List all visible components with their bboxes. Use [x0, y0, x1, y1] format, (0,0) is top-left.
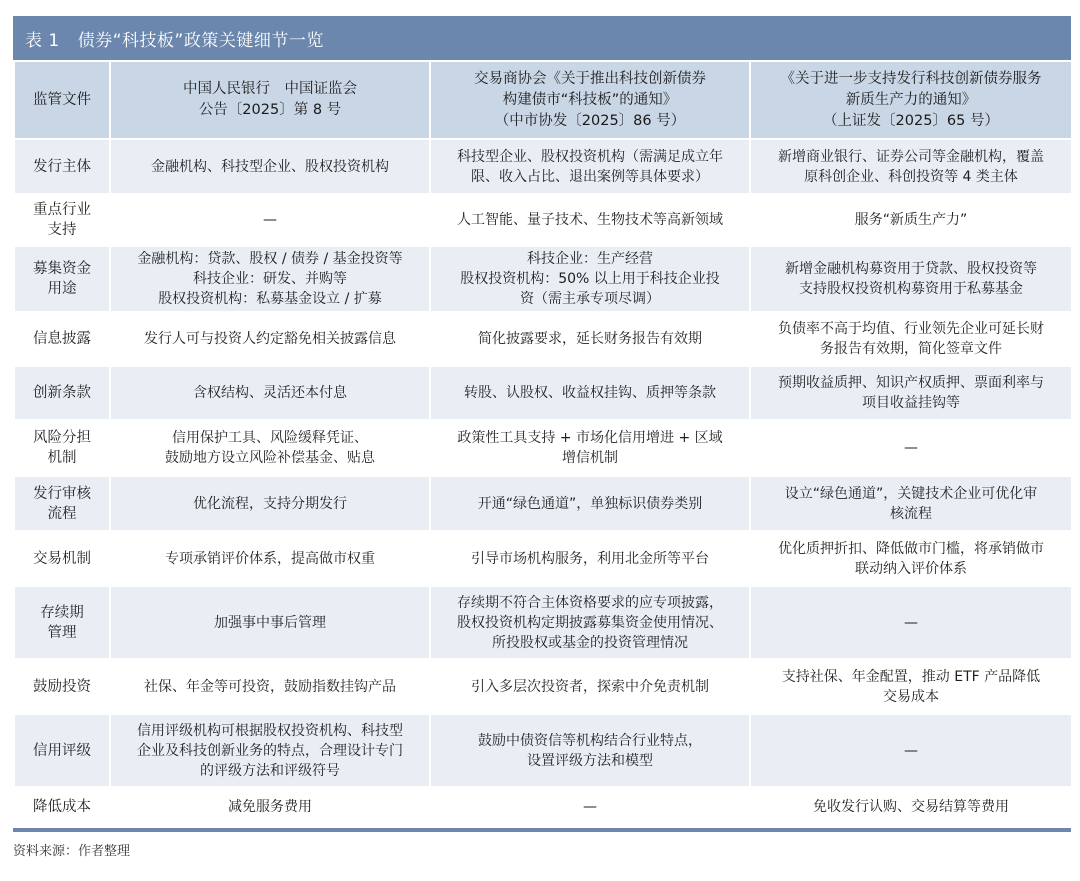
row-label	[14, 586, 110, 659]
table-cell-line: 限、收入占比、退出案例等具体要求）	[471, 168, 709, 185]
row-label-line: 风险分担	[33, 430, 91, 446]
row-label	[14, 194, 110, 246]
table-cell-line: 企业及科技创新业务的特点，合理设计专门	[137, 742, 403, 759]
column-header-0	[14, 61, 110, 139]
table-cell-c2	[430, 586, 750, 659]
column-header-1	[110, 61, 430, 139]
table-cell-c2	[430, 787, 750, 827]
table-cell-line: 人工智能、量子技术、生物技术等高新领域	[457, 212, 723, 228]
table-body	[14, 139, 1072, 827]
row-label-line: 募集资金	[33, 261, 91, 277]
table-row	[14, 246, 1072, 312]
policy-table	[13, 60, 1073, 828]
table-cell-c3	[750, 246, 1072, 312]
table-cell-line: 开通“绿色通道”，单独标识债券类别	[477, 495, 703, 512]
table-cell-c1	[110, 586, 430, 659]
table-cell-c3	[750, 531, 1072, 586]
table-cell-c1	[110, 531, 430, 586]
table-cell-c2	[430, 659, 750, 714]
table-cell-line: 政策性工具支持 + 市场化信用增进 + 区域	[457, 430, 723, 446]
table-cell-line: 科技企业：研发、并购等	[193, 271, 347, 287]
table-row	[14, 312, 1072, 366]
table-cell-c1	[110, 787, 430, 827]
row-label-line: 发行审核	[33, 485, 91, 502]
table-cell-c1	[110, 366, 430, 420]
table-cell-line: —	[904, 742, 918, 759]
table-cell-c2	[430, 714, 750, 787]
column-header-line: （上证发〔2025〕65 号）	[823, 112, 999, 129]
table-cell-line: 股权投资机构：50% 以上用于科技企业投	[460, 271, 720, 287]
column-header-line: 中国人民银行 中国证监会	[183, 81, 357, 97]
table-cell-line: 引导市场机构服务，利用北金所等平台	[471, 550, 709, 567]
row-label	[14, 139, 110, 194]
table-cell-line: 发行人可与投资人约定豁免相关披露信息	[144, 331, 396, 347]
table-cell-line: 资（需主承专项尽调）	[520, 291, 660, 307]
table-cell-line: 科技型企业、股权投资机构（需满足成立年	[457, 148, 723, 165]
table-row	[14, 420, 1072, 476]
row-label-line: 机制	[47, 450, 77, 466]
row-label-line: 发行主体	[33, 158, 91, 175]
table-cell-c2	[430, 531, 750, 586]
table-cell-line: 原科创企业、科创投资等 4 类主体	[804, 168, 1018, 185]
table-cell-line: 简化披露要求，延长财务报告有效期	[478, 331, 702, 347]
table-cell-c3	[750, 194, 1072, 246]
table-cell-line: 的评级方法和评级符号	[200, 762, 340, 779]
table-cell-c2	[430, 312, 750, 366]
table-cell-line: 联动纳入评价体系	[855, 560, 967, 577]
table-cell-line: 设置评级方法和模型	[527, 752, 653, 769]
table-cell-line: —	[904, 440, 918, 456]
row-label-line: 鼓励投资	[33, 678, 91, 695]
row-label-line: 管理	[47, 624, 77, 641]
table-cell-line: 含权结构、灵活还本付息	[193, 385, 347, 401]
table-cell-c2	[430, 246, 750, 312]
table-cell-line: 设立“绿色通道”，关键技术企业可优化审	[784, 485, 1038, 502]
table-row	[14, 476, 1072, 531]
table-row	[14, 139, 1072, 194]
row-label	[14, 246, 110, 312]
table-cell-line: 务报告有效期，简化签章文件	[820, 341, 1002, 357]
table-cell-line: 交易成本	[883, 688, 939, 705]
table-cell-line: 免收发行认购、交易结算等费用	[813, 799, 1009, 815]
row-label	[14, 531, 110, 586]
table-row	[14, 531, 1072, 586]
table-cell-line: 核流程	[890, 505, 932, 522]
row-label-line: 降低成本	[33, 799, 91, 815]
column-header-line: 公告〔2025〕第 8 号	[198, 102, 342, 118]
row-label-line: 信用评级	[33, 742, 91, 759]
column-header-line: 《关于进一步支持发行科技创新债券服务	[780, 70, 1042, 87]
table-cell-c3	[750, 586, 1072, 659]
table-cell-line: 新增金融机构募资用于贷款、股权投资等	[785, 261, 1037, 277]
table-cell-line: 所投股权或基金的投资管理情况	[492, 634, 688, 651]
table-cell-line: 信用保护工具、风险缓释凭证、	[172, 430, 368, 446]
row-label-line: 创新条款	[33, 385, 91, 401]
column-header-line: 监管文件	[33, 91, 91, 108]
table-cell-line: 负债率不高于均值、行业领先企业可延长财	[778, 321, 1044, 337]
table-cell-c1	[110, 194, 430, 246]
row-label	[14, 659, 110, 714]
table-cell-line: 金融机构：贷款、股权 / 债券 / 基金投资等	[137, 251, 403, 267]
table-cell-c1	[110, 420, 430, 476]
policy-table-figure	[13, 16, 1071, 859]
row-label	[14, 787, 110, 827]
table-cell-line: 鼓励中债资信等机构结合行业特点，	[478, 732, 702, 749]
table-cell-c3	[750, 312, 1072, 366]
row-label-line: 存续期	[40, 604, 84, 621]
table-cell-line: 优化流程，支持分期发行	[193, 495, 347, 512]
table-cell-c1	[110, 659, 430, 714]
table-cell-c3	[750, 476, 1072, 531]
row-label-line: 交易机制	[33, 550, 91, 567]
row-label	[14, 714, 110, 787]
column-header-line: 交易商协会《关于推出科技创新债券	[474, 70, 706, 87]
table-row	[14, 366, 1072, 420]
table-cell-line: —	[904, 614, 918, 631]
table-cell-c1	[110, 312, 430, 366]
table-cell-line: 服务“新质生产力”	[854, 212, 968, 228]
table-row	[14, 194, 1072, 246]
table-cell-line: 新增商业银行、证券公司等金融机构，覆盖	[778, 148, 1044, 165]
table-cell-c3	[750, 420, 1072, 476]
table-cell-line: 支持社保、年金配置，推动 ETF 产品降低	[781, 668, 1041, 685]
table-cell-line: 股权投资机构：私募基金设立 / 扩募	[158, 291, 382, 307]
table-cell-line: 转股、认股权、收益权挂钩、质押等条款	[464, 385, 716, 401]
column-header-2	[430, 61, 750, 139]
table-cell-line: 预期收益质押、知识产权质押、票面利率与	[778, 375, 1044, 391]
row-label	[14, 476, 110, 531]
table-number: 表 1	[25, 30, 60, 51]
table-cell-line: 项目收益挂钩等	[862, 395, 960, 411]
table-cell-c2	[430, 476, 750, 531]
table-row	[14, 787, 1072, 827]
table-cell-c1	[110, 139, 430, 194]
table-cell-line: 信用评级机构可根据股权投资机构、科技型	[137, 722, 403, 739]
table-cell-c2	[430, 366, 750, 420]
table-cell-c3	[750, 366, 1072, 420]
table-cell-c2	[430, 194, 750, 246]
table-row	[14, 714, 1072, 787]
table-cell-c3	[750, 659, 1072, 714]
table-cell-line: 存续期不符合主体资格要求的应专项披露，	[457, 594, 723, 611]
table-cell-line: 减免服务费用	[228, 799, 312, 815]
table-cell-line: —	[263, 212, 277, 228]
row-label	[14, 312, 110, 366]
column-header-line: （中市协发〔2025〕86 号）	[494, 112, 686, 129]
table-cell-c3	[750, 714, 1072, 787]
column-header-line: 新质生产力的通知》	[845, 91, 977, 108]
source-note: 资料来源：作者整理	[13, 844, 131, 859]
table-cell-c2	[430, 139, 750, 194]
column-header-line: 构建债市“科技板”的通知》	[502, 91, 678, 108]
table-row	[14, 586, 1072, 659]
table-cell-c3	[750, 787, 1072, 827]
table-cell-line: 鼓励地方设立风险补偿基金、贴息	[165, 450, 375, 466]
table-cell-line: 专项承销评价体系，提高做市权重	[165, 550, 375, 567]
table-cell-line: 优化质押折扣、降低做市门槛，将承销做市	[778, 540, 1044, 557]
row-label-line: 用途	[47, 281, 77, 297]
table-cell-line: 加强事中事后管理	[214, 614, 326, 631]
row-label	[14, 420, 110, 476]
table-cell-c1	[110, 714, 430, 787]
table-cell-c2	[430, 420, 750, 476]
column-header-3	[750, 61, 1072, 139]
table-title: 债券“科技板”政策关键细节一览	[77, 30, 324, 51]
table-cell-line: 增信机制	[562, 450, 618, 466]
row-label	[14, 366, 110, 420]
table-cell-line: 金融机构、科技型企业、股权投资机构	[151, 158, 389, 175]
table-row	[14, 659, 1072, 714]
row-label-line: 流程	[47, 505, 77, 522]
table-cell-line: 支持股权投资机构募资用于私募基金	[799, 281, 1023, 297]
table-header-row	[14, 61, 1072, 139]
row-label-line: 重点行业	[33, 202, 91, 218]
table-cell-line: 股权投资机构定期披露募集资金使用情况、	[457, 614, 723, 631]
table-cell-line: —	[583, 799, 597, 815]
table-cell-c1	[110, 476, 430, 531]
table-cell-line: 科技企业：生产经营	[527, 251, 653, 267]
bottom-rule	[13, 828, 1071, 832]
row-label-line: 信息披露	[33, 331, 91, 347]
row-label-line: 支持	[47, 222, 77, 238]
table-cell-c3	[750, 139, 1072, 194]
table-title-bar	[13, 16, 1071, 60]
table-cell-line: 引入多层次投资者，探索中介免责机制	[471, 678, 709, 695]
table-cell-c1	[110, 246, 430, 312]
table-cell-line: 社保、年金等可投资，鼓励指数挂钩产品	[144, 678, 396, 695]
